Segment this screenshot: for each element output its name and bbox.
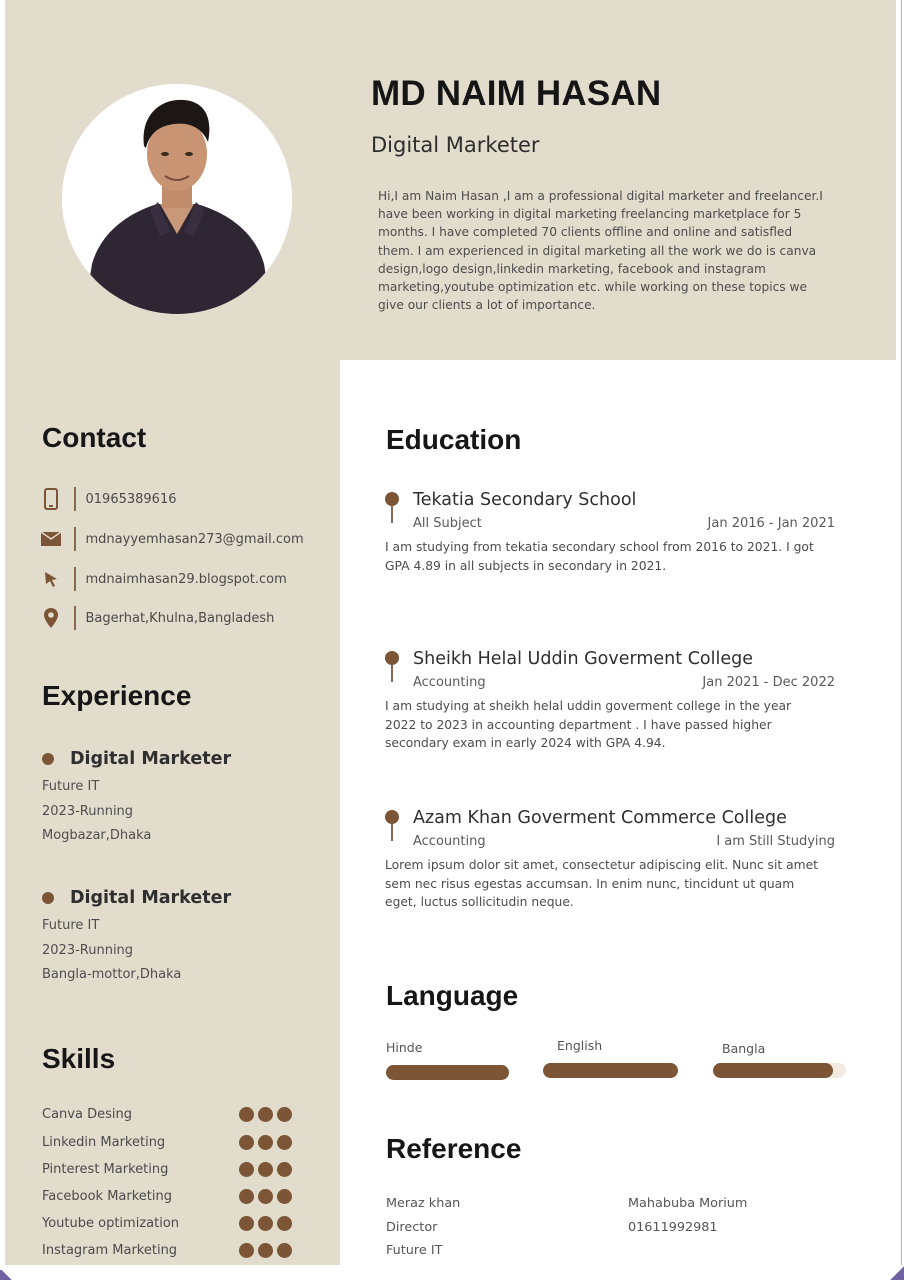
- language-label: English: [557, 1038, 603, 1053]
- reference-title: Director: [386, 1219, 438, 1235]
- timeline-pin-icon: [385, 810, 399, 840]
- skill-label: Pinterest Marketing: [42, 1161, 169, 1177]
- skill-label: Canva Desing: [42, 1106, 132, 1122]
- education-heading: Education: [386, 424, 522, 455]
- skill-item: [42, 1213, 292, 1233]
- separator: [74, 527, 76, 551]
- period: Jan 2021 - Dec 2022: [702, 675, 835, 690]
- education-item: [385, 490, 835, 575]
- cursor-icon: [40, 567, 62, 591]
- bullet-icon: [42, 892, 54, 904]
- profile-photo: [62, 84, 292, 314]
- candidate-name: MD NAIM HASAN: [371, 74, 662, 113]
- phone-number: 01965389616: [85, 491, 177, 507]
- reference-name: Meraz khan: [386, 1196, 461, 1211]
- skill-rating: [239, 1107, 292, 1122]
- website-link[interactable]: mdnaimhasan29.blogspot.com: [85, 571, 287, 587]
- person-avatar-icon: [62, 84, 292, 314]
- language-item: [722, 1041, 765, 1056]
- period: Jan 2016 - Jan 2021: [707, 516, 835, 531]
- candidate-role: Digital Marketer: [371, 133, 540, 157]
- job-title: Digital Marketer: [70, 749, 232, 769]
- job-title: Digital Marketer: [70, 888, 232, 908]
- map-pin-icon: [40, 606, 62, 630]
- reference-company: Future IT: [386, 1243, 443, 1258]
- period: I am Still Studying: [716, 834, 835, 849]
- skill-label: Linkedin Marketing: [42, 1134, 166, 1150]
- school-name: Tekatia Secondary School: [413, 490, 637, 510]
- skill-rating: [239, 1189, 292, 1204]
- separator: [74, 487, 76, 511]
- contact-phone: [40, 486, 176, 512]
- timeline-pin-icon: [385, 651, 399, 681]
- corner-decoration: [890, 1266, 904, 1280]
- reference-item: [386, 1192, 460, 1263]
- period: 2023-Running: [42, 803, 134, 819]
- school-name: Sheikh Helal Uddin Goverment College: [413, 649, 753, 669]
- contact-address: [40, 605, 274, 631]
- subject: Accounting: [413, 675, 486, 690]
- skill-label: Youtube optimization: [42, 1215, 180, 1231]
- experience-item: [42, 749, 231, 849]
- reference-phone: 01611992981: [628, 1219, 718, 1235]
- subject: Accounting: [413, 834, 486, 849]
- contact-email: [40, 526, 304, 552]
- subject: All Subject: [413, 516, 482, 531]
- skill-rating: [239, 1243, 292, 1258]
- skill-label: Instagram Marketing: [42, 1242, 178, 1258]
- skills-heading: Skills: [42, 1043, 116, 1074]
- timeline-pin-icon: [385, 492, 399, 522]
- skill-rating: [239, 1216, 292, 1231]
- language-label: Hinde: [386, 1040, 423, 1055]
- reference-heading: Reference: [386, 1133, 522, 1164]
- education-item: [385, 808, 835, 912]
- skill-item: [42, 1240, 292, 1260]
- skill-item: [42, 1186, 292, 1206]
- separator: [74, 567, 76, 591]
- skill-rating: [239, 1135, 292, 1150]
- language-item: [386, 1040, 422, 1055]
- school-name: Azam Khan Goverment Commerce College: [413, 808, 787, 828]
- contact-website: [40, 566, 287, 592]
- separator: [74, 606, 76, 630]
- company: Future IT: [42, 918, 100, 933]
- skill-item: [42, 1132, 292, 1152]
- bullet-icon: [42, 753, 54, 765]
- corner-decoration: [0, 1270, 14, 1280]
- phone-icon: [40, 487, 62, 511]
- language-heading: Language: [386, 980, 519, 1011]
- envelope-icon: [40, 527, 62, 551]
- education-description: I am studying at sheikh helal uddin goverment college in the year 2022 to 2023 in accounting department . I have passed higher secondary exam in early 2024 with GPA 4.94.: [385, 699, 792, 750]
- language-bar: [713, 1063, 846, 1078]
- experience-item: [42, 888, 231, 988]
- skill-item: [42, 1159, 292, 1179]
- reference-item: [628, 1192, 747, 1239]
- language-bar: [386, 1065, 509, 1080]
- language-bar: [543, 1063, 678, 1078]
- language-label: Bangla: [722, 1041, 766, 1056]
- period: 2023-Running: [42, 942, 134, 958]
- contact-heading: Contact: [42, 422, 147, 453]
- education-description: Lorem ipsum dolor sit amet, consectetur adipiscing elit. Nunc sit amet sem nec risus egestas accumsan. In enim nunc, tincidunt ut quam eget, luctus sollicitudin neque.: [385, 858, 819, 909]
- email-address[interactable]: mdnayyemhasan273@gmail.com: [85, 531, 304, 547]
- location: Bangla-mottor,Dhaka: [42, 967, 182, 982]
- company: Future IT: [42, 779, 100, 794]
- education-description: I am studying from tekatia secondary school from 2016 to 2021. I got GPA 4.89 in all subjects in secondary in 2021.: [385, 540, 814, 573]
- address: Bagerhat,Khulna,Bangladesh: [85, 610, 275, 626]
- education-item: [385, 649, 835, 753]
- language-item: [557, 1038, 602, 1053]
- reference-name: Mahabuba Morium: [628, 1196, 748, 1211]
- page-edge-line: [901, 0, 902, 1265]
- skill-rating: [239, 1162, 292, 1177]
- location: Mogbazar,Dhaka: [42, 828, 152, 843]
- experience-heading: Experience: [42, 680, 192, 711]
- profile-summary: Hi,I am Naim Hasan ,I am a professional digital marketer and freelancer.I have been working in digital marketing freelancing marketplace for 5 months. I have completed 70 clients offline and online and satisfled them. I am experienced in digital marketing all the work we do is canva design,logo design,linkedin marketing, facebook and instagram marketing,youtube optimization etc. while working on these topics we give our clients a lot of importance.: [378, 189, 823, 313]
- skill-label: Facebook Marketing: [42, 1188, 173, 1204]
- skill-item: [42, 1104, 292, 1124]
